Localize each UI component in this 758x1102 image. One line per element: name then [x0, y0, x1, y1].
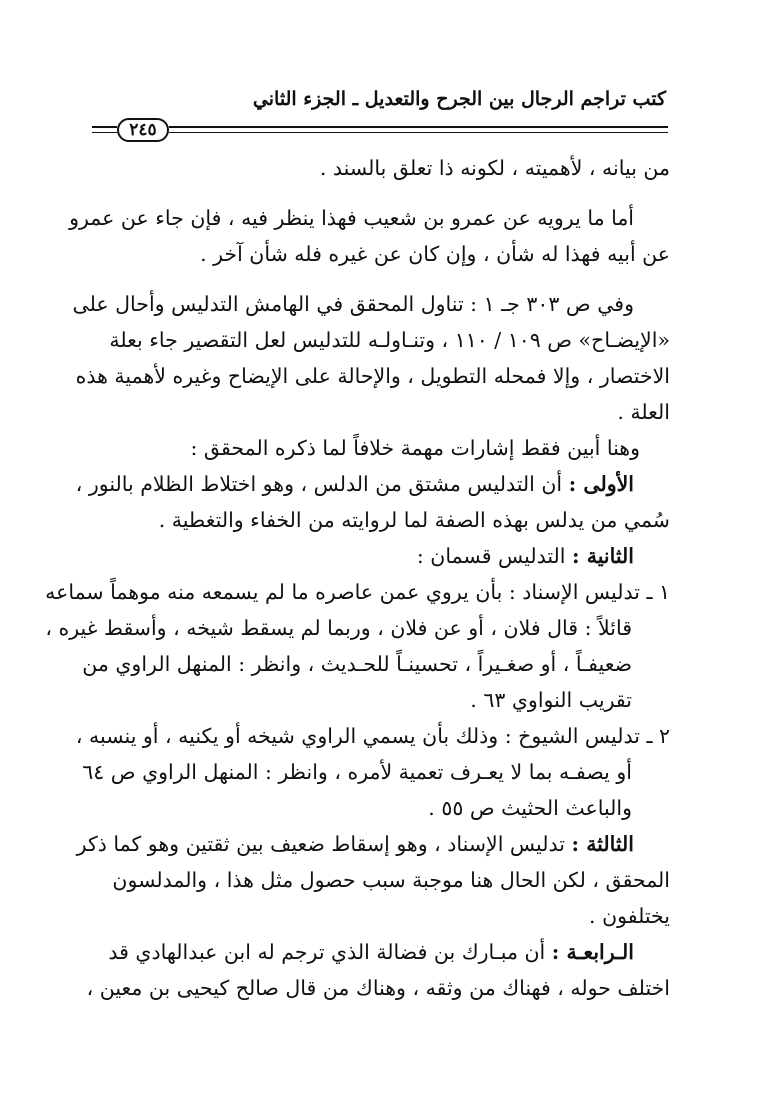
running-title: كتب تراجم الرجال بين الجرح والتعديل ـ الجزء الثاني	[252, 88, 666, 110]
text-line: تقريب النواوي ٦٣ .	[470, 688, 632, 712]
text-line: سُمي من يدلس بهذه الصفة لما لروايته من الخفاء والتغطية .	[158, 508, 670, 532]
text-line: وهنا أبين فقط إشارات مهمة خلافاً لما ذكره المحقق :	[190, 436, 640, 460]
text-line: الاختصار ، وإلا فمحله التطويل ، والإحالة على الإيضاح وغيره لأهمية هذه	[75, 364, 670, 388]
header-rule-left-thin	[92, 132, 117, 133]
text-line	[75, 466, 670, 502]
text-line: وفي ص ٣٠٣ جـ ١ : تناول المحقق في الهامش التدليس وأحال على	[72, 292, 634, 316]
text-line: ضعيفـاً ، أو صغـيراً ، تحسينـاً للحـديث ، وانظر : المنهل الراوي من	[82, 652, 632, 676]
point-text: أن التدليس مشتق من الدلس ، وهو اختلاط الظلام بالنور ،	[75, 472, 563, 496]
text-line: العلة .	[617, 400, 670, 424]
text-line: قائلاً : قال فلان ، أو عن فلان ، وربما لم يسقط شيخه ، وأسقط غيره ،	[45, 616, 632, 640]
header-rule-left	[92, 126, 117, 128]
page-number: ٢٤٥	[117, 118, 169, 142]
text-line: المحقق ، لكن الحال هنا موجبة سبب حصول مثل هذا ، والمدلسون	[112, 868, 670, 892]
text-line: أو يصفـه بما لا يعـرف تعمية لأمره ، وانظر : المنهل الراوي ص ٦٤	[82, 760, 632, 784]
point-text: أن مبـارك بن فضالة الذي ترجم له ابن عبدالهادي قد	[108, 940, 546, 964]
point-text: التدليس قسمان :	[416, 544, 566, 568]
text-line	[90, 538, 670, 574]
text-line: أما ما يرويه عن عمرو بن شعيب فهذا ينظر فيه ، فإن جاء عن عمرو	[69, 206, 634, 230]
text-line: اختلف حوله ، فهناك من وثقه ، وهناك من قال صالح كيحيى بن معين ،	[86, 976, 670, 1000]
text-line: «الإيضـاح» ص ١٠٩ / ١١٠ ، وتنـاولـه للتدليس لعل التقصير جاء بعلة	[109, 328, 670, 352]
point-label: الثالثة :	[571, 832, 634, 856]
point-label: الـرابعـة :	[551, 940, 634, 964]
point-label: الثانية :	[572, 544, 634, 568]
header-rule-right	[169, 126, 668, 128]
text-line: والباعث الحثيث ص ٥٥ .	[428, 796, 632, 820]
text-line: ١ ـ تدليس الإسناد : بأن يروي عمن عاصره ما لم يسمعه منه موهماً سماعه	[45, 580, 670, 604]
text-line: ٢ ـ تدليس الشيوخ : وذلك بأن يسمي الراوي شيخه أو يكنيه ، أو ينسبه ،	[75, 724, 670, 748]
text-line: عن أبيه فهذا له شأن ، وإن كان عن غيره فله شأن آخر .	[200, 242, 670, 266]
text-line: من بيانه ، لأهميته ، لكونه ذا تعلق بالسند .	[319, 156, 670, 180]
body-text	[45, 150, 670, 1006]
text-line: يختلفون .	[589, 904, 670, 928]
text-line	[90, 934, 670, 970]
text-line	[76, 826, 670, 862]
point-text: تدليس الإسناد ، وهو إسقاط ضعيف بين ثقتين وهو كما ذكر	[76, 832, 565, 856]
header-rule-right-thin	[169, 132, 668, 133]
point-label: الأولى :	[568, 472, 634, 496]
